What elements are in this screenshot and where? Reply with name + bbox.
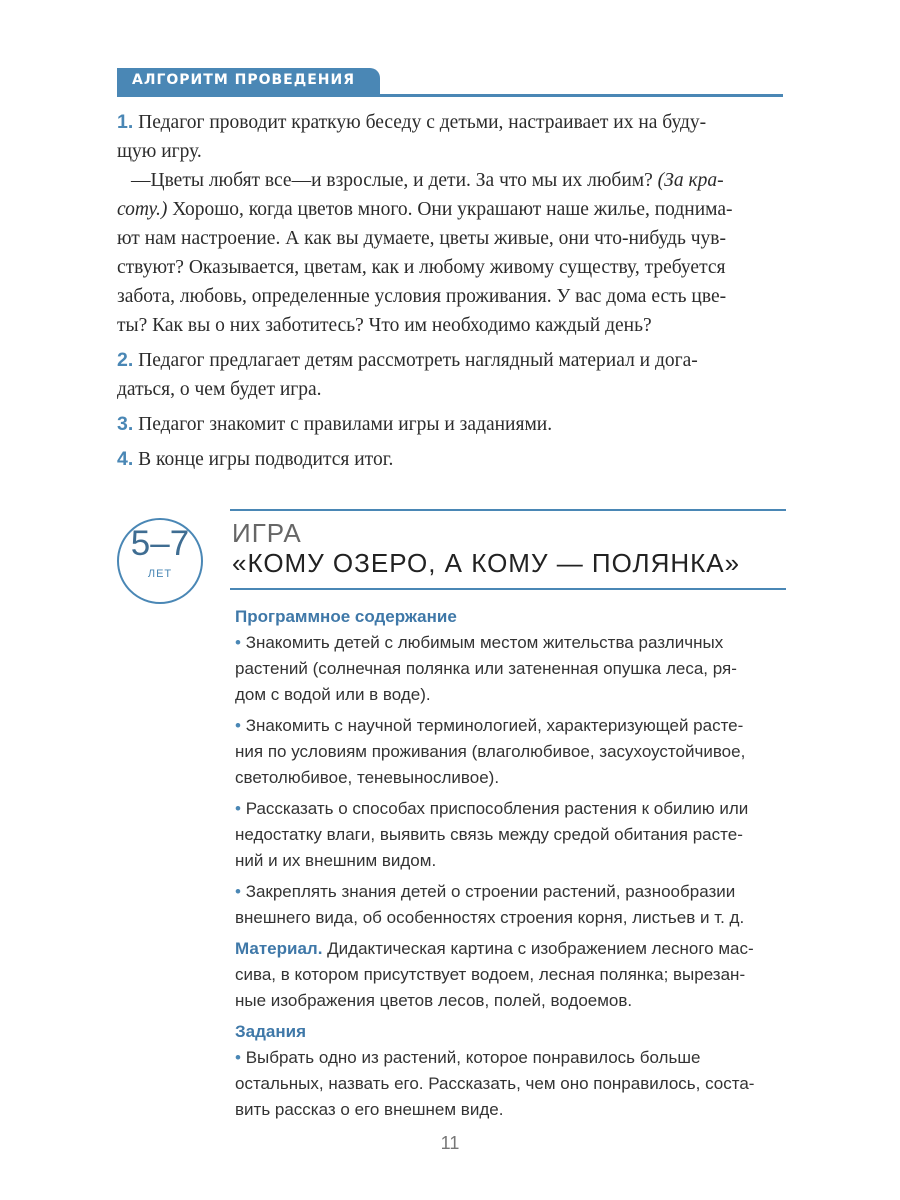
- step-1-cont: щую игру.: [117, 141, 202, 162]
- list-item-cont: растений (солнечная полянка или затененная опушка леса, ря-: [235, 659, 737, 678]
- item-text: Закреплять знания детей о строении растений, разнообразии: [245, 882, 736, 901]
- material-paragraph: [235, 936, 795, 962]
- step-2: [117, 346, 787, 375]
- bullet: •: [235, 716, 241, 735]
- list-item-cont: вить рассказ о его внешнем виде.: [235, 1100, 504, 1119]
- item-text: Рассказать о способах приспособления растения к обилию или: [245, 799, 749, 818]
- step-1: [117, 108, 787, 137]
- step-text: Педагог проводит краткую беседу с детьми, настраивает их на буду-: [138, 112, 707, 133]
- list-item-cont: дом с водой или в воде).: [235, 685, 431, 704]
- item-text: Знакомить детей с любимым местом жительства различных: [245, 633, 724, 652]
- bullet: •: [235, 1048, 241, 1067]
- item-text: Выбрать одно из растений, которое понравилось больше: [245, 1048, 701, 1067]
- game-title-rule-top: [230, 509, 786, 511]
- material-label: Материал.: [235, 939, 323, 958]
- step-number: 4.: [117, 448, 134, 470]
- game-label: ИГРА: [232, 518, 302, 548]
- page-number: 11: [440, 1133, 460, 1153]
- step-3: [117, 410, 787, 439]
- list-item-cont: ний и их внешним видом.: [235, 851, 437, 870]
- quote-text: —Цветы любят все—и взрослые, и дети. За что мы их любим?: [131, 170, 658, 191]
- quote-line: [117, 195, 787, 224]
- section-header-title: АЛГОРИТМ ПРОВЕДЕНИЯ: [132, 72, 355, 88]
- step-4: [117, 445, 787, 474]
- list-item: [235, 1045, 795, 1071]
- list-item: [235, 879, 795, 905]
- item-text: Знакомить с научной терминологией, характеризующей расте-: [245, 716, 744, 735]
- tasks-heading: Задания: [235, 1022, 306, 1041]
- bullet: •: [235, 882, 241, 901]
- algorithm-steps: [117, 108, 787, 474]
- list-item: [235, 713, 795, 739]
- material-text: ные изображения цветов лесов, полей, водоемов.: [235, 991, 633, 1010]
- list-item-cont: ния по условиям проживания (влаголюбивое, засухоустойчивое,: [235, 742, 746, 761]
- quote-italic: (За кра-: [657, 170, 724, 191]
- step-number: 2.: [117, 349, 134, 371]
- age-unit: ЛЕТ: [147, 568, 173, 580]
- age-range: 5–7: [130, 524, 190, 563]
- quote-line: ют нам настроение. А как вы думаете, цветы живые, они что-нибудь чув-: [117, 228, 727, 249]
- list-item-cont: остальных, назвать его. Рассказать, чем оно понравилось, соста-: [235, 1074, 755, 1093]
- quote-line: [117, 166, 787, 195]
- bullet: •: [235, 633, 241, 652]
- section-header-rule: [117, 94, 783, 97]
- step-2-cont: даться, о чем будет игра.: [117, 379, 322, 400]
- program-content: [235, 604, 795, 1123]
- step-number: 1.: [117, 111, 134, 133]
- step-text: Педагог знакомит с правилами игры и заданиями.: [138, 414, 553, 435]
- game-title: «КОМУ ОЗЕРО, А КОМУ — ПОЛЯНКА»: [232, 548, 741, 578]
- list-item-cont: светолюбивое, теневыносливое).: [235, 768, 500, 787]
- list-item: [235, 796, 795, 822]
- step-text: В конце игры подводится итог.: [138, 449, 394, 470]
- list-item-cont: недостатку влаги, выявить связь между средой обитания расте-: [235, 825, 743, 844]
- game-title-rule-bottom: [230, 588, 786, 590]
- material-text: сива, в котором присутствует водоем, лесная полянка; вырезан-: [235, 965, 746, 984]
- bullet: •: [235, 799, 241, 818]
- quote-text: Хорошо, когда цветов много. Они украшают наше жилье, поднима-: [167, 199, 733, 220]
- list-item: [235, 630, 795, 656]
- step-number: 3.: [117, 413, 134, 435]
- step-text: Педагог предлагает детям рассмотреть наглядный материал и дога-: [138, 350, 698, 371]
- list-item-cont: внешнего вида, об особенностях строения корня, листьев и т. д.: [235, 908, 745, 927]
- quote-line: забота, любовь, определенные условия проживания. У вас дома есть цве-: [117, 286, 727, 307]
- quote-line: ствуют? Оказывается, цветам, как и любому живому существу, требуется: [117, 257, 726, 278]
- quote-line: ты? Как вы о них заботитесь? Что им необходимо каждый день?: [117, 315, 652, 336]
- program-heading: Программное содержание: [235, 607, 457, 626]
- quote-italic: соту.): [117, 199, 168, 220]
- material-text: Дидактическая картина с изображением лесного мас-: [322, 939, 754, 958]
